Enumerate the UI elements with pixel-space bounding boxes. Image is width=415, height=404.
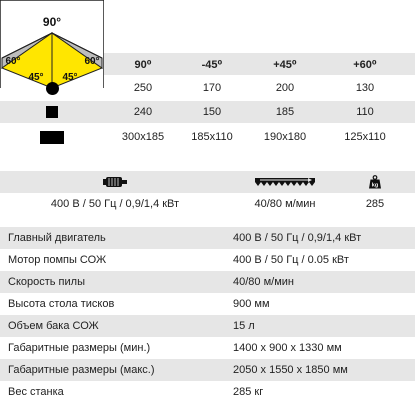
spec-value-row (0, 193, 415, 215)
header-minus-45: -45⁰ (201, 58, 223, 71)
rectangle-icon (40, 131, 64, 144)
cut-value: 170 (202, 82, 222, 94)
cut-value: 200 (275, 82, 295, 94)
param-value: 15 л (233, 320, 255, 332)
cut-row-rectangle (104, 126, 415, 148)
motor-icon (60, 171, 170, 193)
param-row (0, 293, 415, 315)
param-label: Скорость пилы (8, 276, 85, 288)
cut-value: 185 (275, 106, 295, 118)
param-value: 40/80 м/мин (233, 276, 294, 288)
cut-value: 250 (133, 82, 153, 94)
cut-value: 185x110 (191, 131, 233, 143)
angle-top-label: 90° (42, 15, 62, 29)
saw-speed-value: 40/80 м/мин (254, 198, 316, 210)
cut-value: 110 (356, 106, 374, 118)
cut-table-header (104, 53, 415, 75)
param-label: Вес станка (8, 386, 64, 398)
param-value: 1400 х 900 х 1330 мм (233, 342, 342, 354)
motor-power-value: 400 В / 50 Гц / 0,9/1,4 кВт (50, 198, 180, 210)
cut-angle-diagram (0, 0, 104, 88)
param-row (0, 337, 415, 359)
header-plus-60: +60⁰ (353, 58, 377, 71)
param-row (0, 359, 415, 381)
spec-icon-row (0, 171, 415, 193)
circle-icon (46, 82, 59, 95)
cut-value: 240 (133, 106, 153, 118)
square-shape-cell (0, 101, 104, 123)
param-value: 900 мм (233, 298, 270, 310)
cut-value: 130 (355, 82, 375, 94)
weight-icon-text: kg (371, 182, 379, 189)
param-value: 285 кг (233, 386, 264, 398)
param-row (0, 315, 415, 337)
param-label: Главный двигатель (8, 232, 106, 244)
param-value: 400 В / 50 Гц / 0,9/1,4 кВт (233, 232, 362, 244)
angle-right-outer-label: 60° (84, 56, 100, 67)
circle-shape-cell (0, 77, 104, 99)
header-plus-45: +45⁰ (273, 58, 297, 71)
cut-value: 190x180 (263, 131, 307, 143)
param-row (0, 227, 415, 249)
header-90: 90⁰ (134, 58, 152, 71)
param-row (0, 381, 415, 403)
param-label: Мотор помпы СОЖ (8, 254, 107, 266)
cut-row-circle (104, 77, 415, 99)
saw-blade-icon (240, 171, 330, 193)
square-icon (46, 106, 58, 118)
weight-value: 285 (365, 198, 385, 210)
angle-left-inner-label: 45° (28, 72, 44, 83)
cut-row-square (104, 101, 415, 123)
param-label: Габаритные размеры (мин.) (8, 342, 151, 354)
rectangle-shape-cell (0, 126, 104, 148)
param-label: Габаритные размеры (макс.) (8, 364, 155, 376)
param-row (0, 271, 415, 293)
param-value: 2050 х 1550 х 1850 мм (233, 364, 348, 376)
angle-right-inner-label: 45° (62, 72, 78, 83)
cut-value: 300x185 (121, 131, 165, 143)
param-label: Высота стола тисков (8, 298, 115, 310)
angle-left-outer-label: 60° (5, 56, 21, 67)
cut-value: 150 (202, 106, 222, 118)
param-value: 400 В / 50 Гц / 0.05 кВт (233, 254, 349, 266)
cut-value: 125x110 (344, 131, 386, 143)
weight-icon (355, 171, 395, 193)
param-label: Объем бака СОЖ (8, 320, 99, 332)
param-row (0, 249, 415, 271)
